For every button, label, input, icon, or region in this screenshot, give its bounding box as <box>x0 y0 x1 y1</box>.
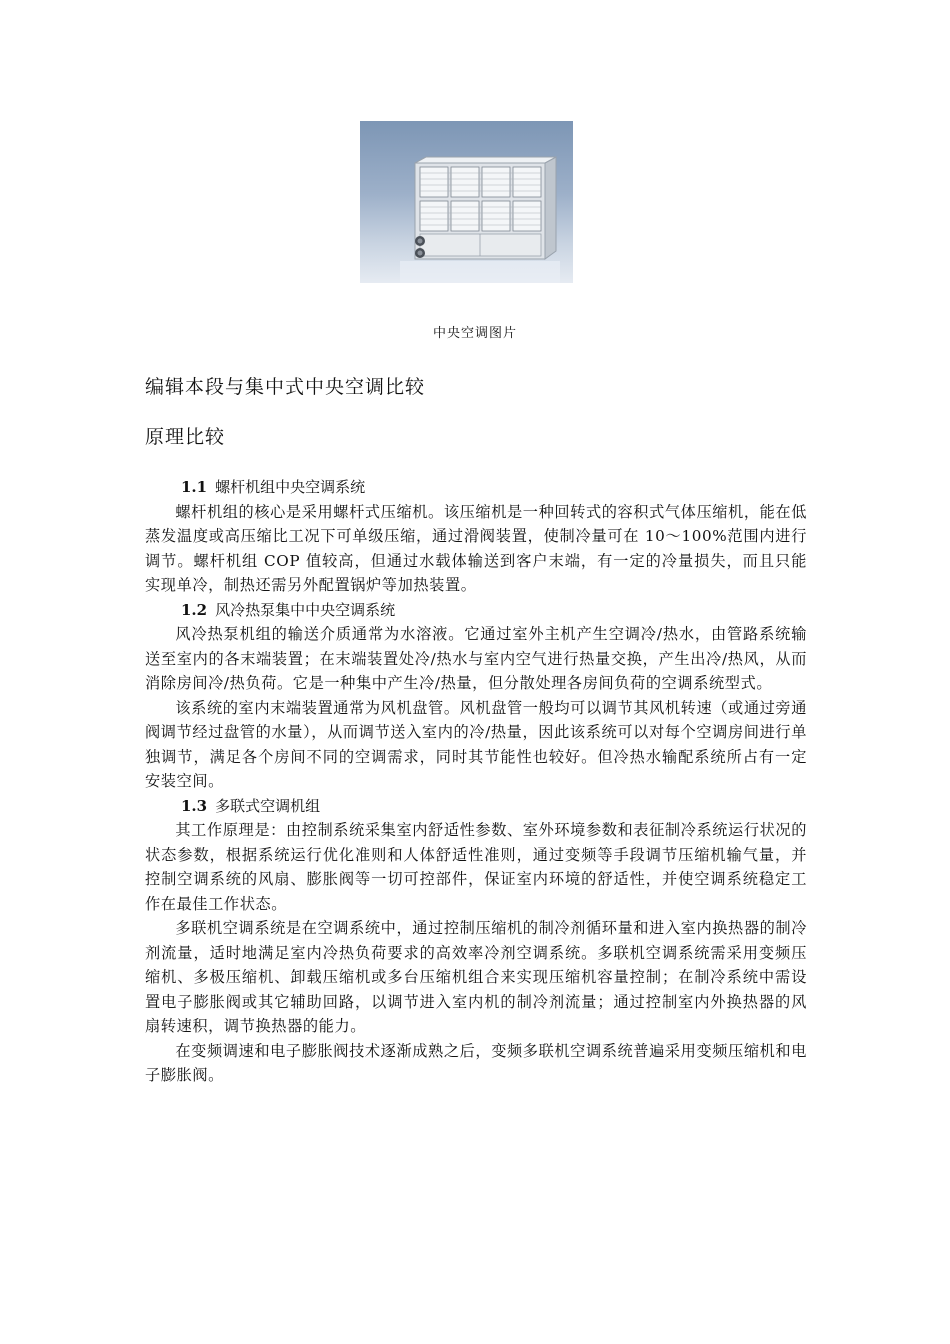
subsection-heading <box>145 794 807 819</box>
paragraph: 风冷热泵机组的输送介质通常为水溶液。它通过室外主机产生空调冷/热水，由管路系统输送至室内的各末端装置；在末端装置处冷/热水与室内空气进行热量交换，产生出冷/热风，从而消除房间冷/热负荷。它是一种集中产生冷/热量，但分散处理各房间负荷的空调系统型式。 <box>145 625 807 692</box>
paragraph: 该系统的室内末端装置通常为风机盘管。风机盘管一般均可以调节其风机转速（或通过旁通阀调节经过盘管的水量），从而调节送入室内的冷/热量，因此该系统可以对每个空调房间进行单独调节，满足各个房间不同的空调需求，同时其节能性也较好。但冷热水输配系统所占有一定安装空间。 <box>145 698 807 790</box>
section-heading-comparison: 编辑本段与集中式中央空调比较 <box>145 376 426 398</box>
subsection-heading <box>145 598 807 623</box>
subsection-number: 1.3 <box>181 796 208 815</box>
subsection-number: 1.2 <box>181 600 208 619</box>
subsection-number: 1.1 <box>181 478 208 496</box>
subsection-title: 风冷热泵集中中央空调系统 <box>215 600 396 619</box>
section-heading-principle: 原理比较 <box>145 426 226 448</box>
subsection-title: 螺杆机组中央空调系统 <box>215 478 366 496</box>
figure-caption: 中央空调图片 <box>432 326 517 341</box>
subsection-heading <box>145 475 807 500</box>
paragraph: 其工作原理是：由控制系统采集室内舒适性参数、室外环境参数和表征制冷系统运行状况的状态参数，根据系统运行优化准则和人体舒适性准则，通过变频等手段调节压缩机输气量，并控制空调系统的风扇、膨胀阀等一切可控部件，保证室内环境的舒适性，并使空调系统稳定工作在最佳工作状态。 <box>145 821 807 913</box>
subsection-title: 多联式空调机组 <box>215 796 321 815</box>
air-conditioning-unit-image <box>360 121 573 283</box>
paragraph: 多联机空调系统是在空调系统中，通过控制压缩机的制冷剂循环量和进入室内换热器的制冷剂流量，适时地满足室内冷热负荷要求的高效率冷剂空调系统。多联机空调系统需采用变频压缩机、多极压缩机、卸载压缩机或多台压缩机组合来实现压缩机容量控制；在制冷系统中需设置电子膨胀阀或其它辅助回路，以调节进入室内机的制冷剂流量；通过控制室内外换热器的风扇转速积，调节换热器的能力。 <box>145 919 807 1035</box>
document-body <box>145 475 807 1088</box>
air-conditioner-illustration <box>360 121 573 283</box>
paragraph: 螺杆机组的核心是采用螺杆式压缩机。该压缩机是一种回转式的容积式气体压缩机，能在低蒸发温度或高压缩比工况下可单级压缩，通过滑阀装置，使制冷量可在 10～100%范围内进行调节。螺杆机组 COP 值较高，但通过水载体输送到客户末端，有一定的冷量损失，而且只能实现单冷，制热还需另外配置锅炉等加热装置。 <box>145 502 807 594</box>
paragraph: 在变频调速和电子膨胀阀技术逐渐成熟之后，变频多联机空调系统普遍采用变频压缩机和电子膨胀阀。 <box>145 1041 807 1084</box>
